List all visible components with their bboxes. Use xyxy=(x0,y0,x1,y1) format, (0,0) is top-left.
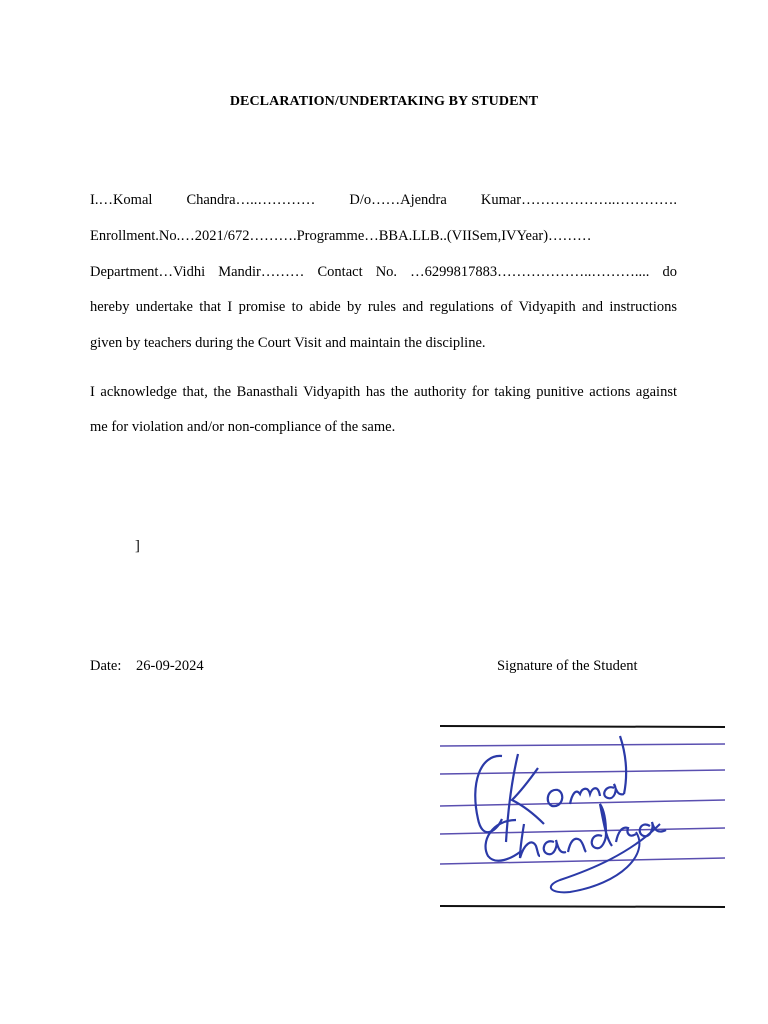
handwritten-signature-image xyxy=(440,724,725,908)
para1-line-2: Enrollment.No.…2021/672……….Programme…BBA.LLB..(VIISem,IVYear)……… xyxy=(90,228,592,244)
para2-line-2: me for violation and/or non-compliance of the same. xyxy=(90,419,396,435)
para1-line-4: hereby undertake that I promise to abide by rules and regulations of Vidyapith and instructions xyxy=(90,299,677,315)
para1-line-3: Department…Vidhi Mandir……… Contact No. …6299817883………………..……….... do xyxy=(90,264,677,280)
para1-line-1: I.…Komal Chandra…..………… D/o……Ajendra Kumar………………..…………. xyxy=(90,192,677,208)
stray-bracket: ] xyxy=(135,538,140,554)
para1-line-5: given by teachers during the Court Visit and maintain the discipline. xyxy=(90,335,486,351)
date-label: Date: xyxy=(90,658,122,674)
para2-line-1: I acknowledge that, the Banasthali Vidyapith has the authority for taking punitive actions against xyxy=(90,384,677,400)
signature-caption: Signature of the Student xyxy=(497,658,638,674)
document-title: DECLARATION/UNDERTAKING BY STUDENT xyxy=(229,94,539,109)
date-value: 26-09-2024 xyxy=(136,658,204,674)
